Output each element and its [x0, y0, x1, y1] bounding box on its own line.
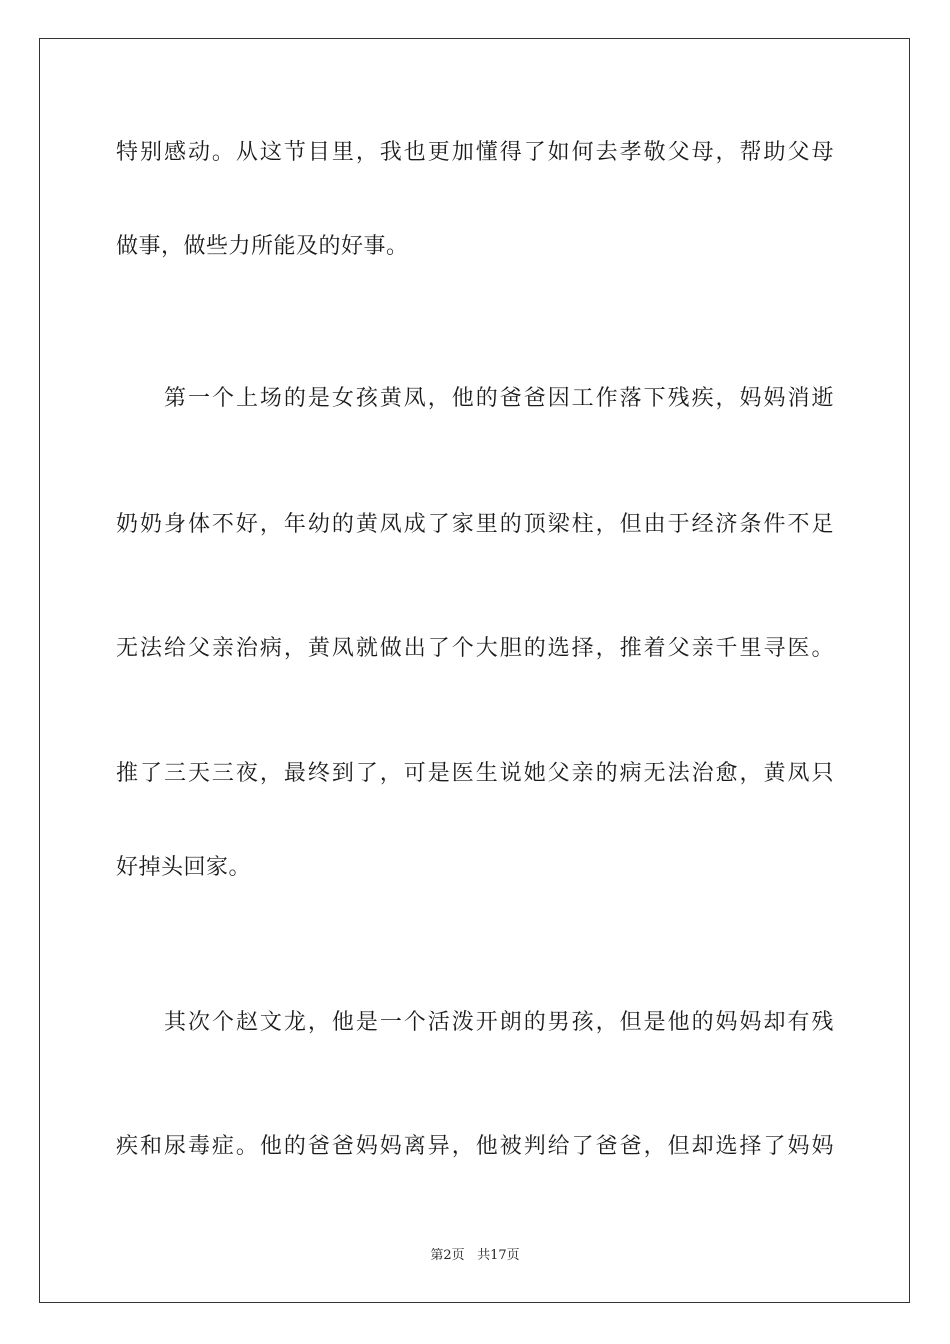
page-number: 第2页 [430, 1248, 465, 1263]
page-total: 共17页 [477, 1248, 520, 1263]
text-line: 疾和尿毒症。他的爸爸妈妈离异，他被判给了爸爸，但却选择了妈妈 [116, 1134, 834, 1159]
text-line: 奶奶身体不好，年幼的黄凤成了家里的顶梁柱，但由于经济条件不足 [116, 512, 834, 537]
text-line: 好掉头回家。 [116, 855, 252, 880]
text-line: 推了三天三夜，最终到了，可是医生说她父亲的病无法治愈，黄凤只 [116, 761, 834, 786]
text-line: 做事，做些力所能及的好事。 [116, 234, 409, 259]
text-line: 特别感动。从这节目里，我也更加懂得了如何去孝敬父母，帮助父母 [116, 140, 834, 165]
text-line: 无法给父亲治病，黄凤就做出了个大胆的选择，推着父亲千里寻医。 [116, 636, 834, 661]
page-footer [0, 1248, 950, 1264]
paragraph-first-line: 其次个赵文龙，他是一个活泼开朗的男孩，但是他的妈妈却有残 [164, 1010, 834, 1035]
page-border [39, 38, 910, 1303]
paragraph-first-line: 第一个上场的是女孩黄凤，他的爸爸因工作落下残疾，妈妈消逝 [164, 386, 834, 411]
